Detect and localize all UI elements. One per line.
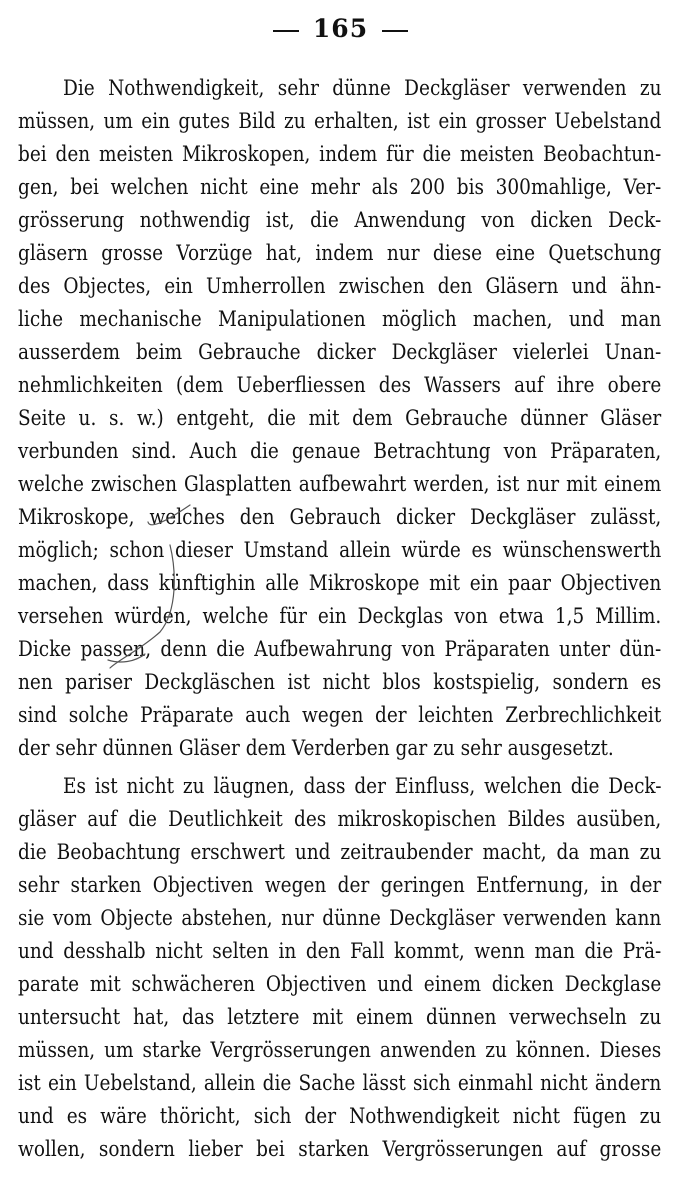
text-line: sie vom Objecte abstehen, nur dünne Deckgläser verwenden kann [18, 906, 662, 931]
text-line: liche mechanische Manipulationen möglich machen, und man [18, 307, 662, 332]
header-dash-right [382, 30, 408, 32]
text-line: ist ein Uebelstand, allein die Sache lässt sich einmahl nicht ändern [18, 1071, 662, 1096]
header-dash-left [273, 30, 299, 32]
page-number: 165 [312, 14, 369, 43]
text-line: müssen, um starke Vergrösserungen anwenden zu können. Dieses [18, 1038, 662, 1063]
text-line: müssen, um ein gutes Bild zu erhalten, ist ein grosser Uebelstand [18, 109, 662, 134]
page-header [0, 14, 681, 43]
text-line: und desshalb nicht selten in den Fall kommt, wenn man die Prä- [18, 939, 662, 964]
text-line: sehr starken Objectiven wegen der geringen Entfernung, in der [18, 873, 662, 898]
text-line: parate mit schwächeren Objectiven und einem dicken Deckglase [18, 972, 662, 997]
text-line: des Objectes, ein Umherrollen zwischen den Gläsern und ähn- [18, 274, 662, 299]
text-line: machen, dass künftighin alle Mikroskope mit ein paar Objectiven [18, 571, 662, 596]
text-line: Die Nothwendigkeit, sehr dünne Deckgläser verwenden zu [63, 76, 662, 101]
text-line: möglich; schon dieser Umstand allein würde es wünschenswerth [18, 538, 662, 563]
text-line: versehen würden, welche für ein Deckglas von etwa 1,5 Millim. [18, 604, 662, 629]
text-line: ausserdem beim Gebrauche dicker Deckgläser vielerlei Unan- [18, 340, 662, 365]
text-line: bei den meisten Mikroskopen, indem für die meisten Beobachtun- [18, 142, 662, 167]
text-line: wollen, sondern lieber bei starken Vergrösserungen auf grosse [18, 1137, 662, 1162]
text-line: gläser auf die Deutlichkeit des mikroskopischen Bildes ausüben, [18, 807, 662, 832]
text-line: gläsern grosse Vorzüge hat, indem nur diese eine Quetschung [18, 241, 662, 266]
text-line: Mikroskope, welches den Gebrauch dicker Deckgläser zulässt, [18, 505, 662, 530]
text-line: Dicke passen, denn die Aufbewahrung von Präparaten unter dün- [18, 637, 662, 662]
text-line: untersucht hat, das letztere mit einem dünnen verwechseln zu [18, 1005, 662, 1030]
text-line: welche zwischen Glasplatten aufbewahrt werden, ist nur mit einem [18, 472, 662, 497]
text-line: nen pariser Deckgläschen ist nicht blos kostspielig, sondern es [18, 670, 662, 695]
text-line: grösserung nothwendig ist, die Anwendung von dicken Deck- [18, 208, 662, 233]
text-line: der sehr dünnen Gläser dem Verderben gar zu sehr ausgesetzt. [18, 736, 614, 761]
text-line: die Beobachtung erschwert und zeitraubender macht, da man zu [18, 840, 662, 865]
text-line: gen, bei welchen nicht eine mehr als 200 bis 300mahlige, Ver- [18, 175, 662, 200]
text-line: Es ist nicht zu läugnen, dass der Einfluss, welchen die Deck- [63, 774, 662, 799]
text-line: verbunden sind. Auch die genaue Betrachtung von Präparaten, [18, 439, 662, 464]
text-line: sind solche Präparate auch wegen der leichten Zerbrechlichkeit [18, 703, 662, 728]
text-line: Seite u. s. w.) entgeht, die mit dem Gebrauche dünner Gläser [18, 406, 662, 431]
text-line: nehmlichkeiten (dem Ueberfliessen des Wassers auf ihre obere [18, 373, 662, 398]
text-line: und es wäre thöricht, sich der Nothwendigkeit nicht fügen zu [18, 1104, 662, 1129]
